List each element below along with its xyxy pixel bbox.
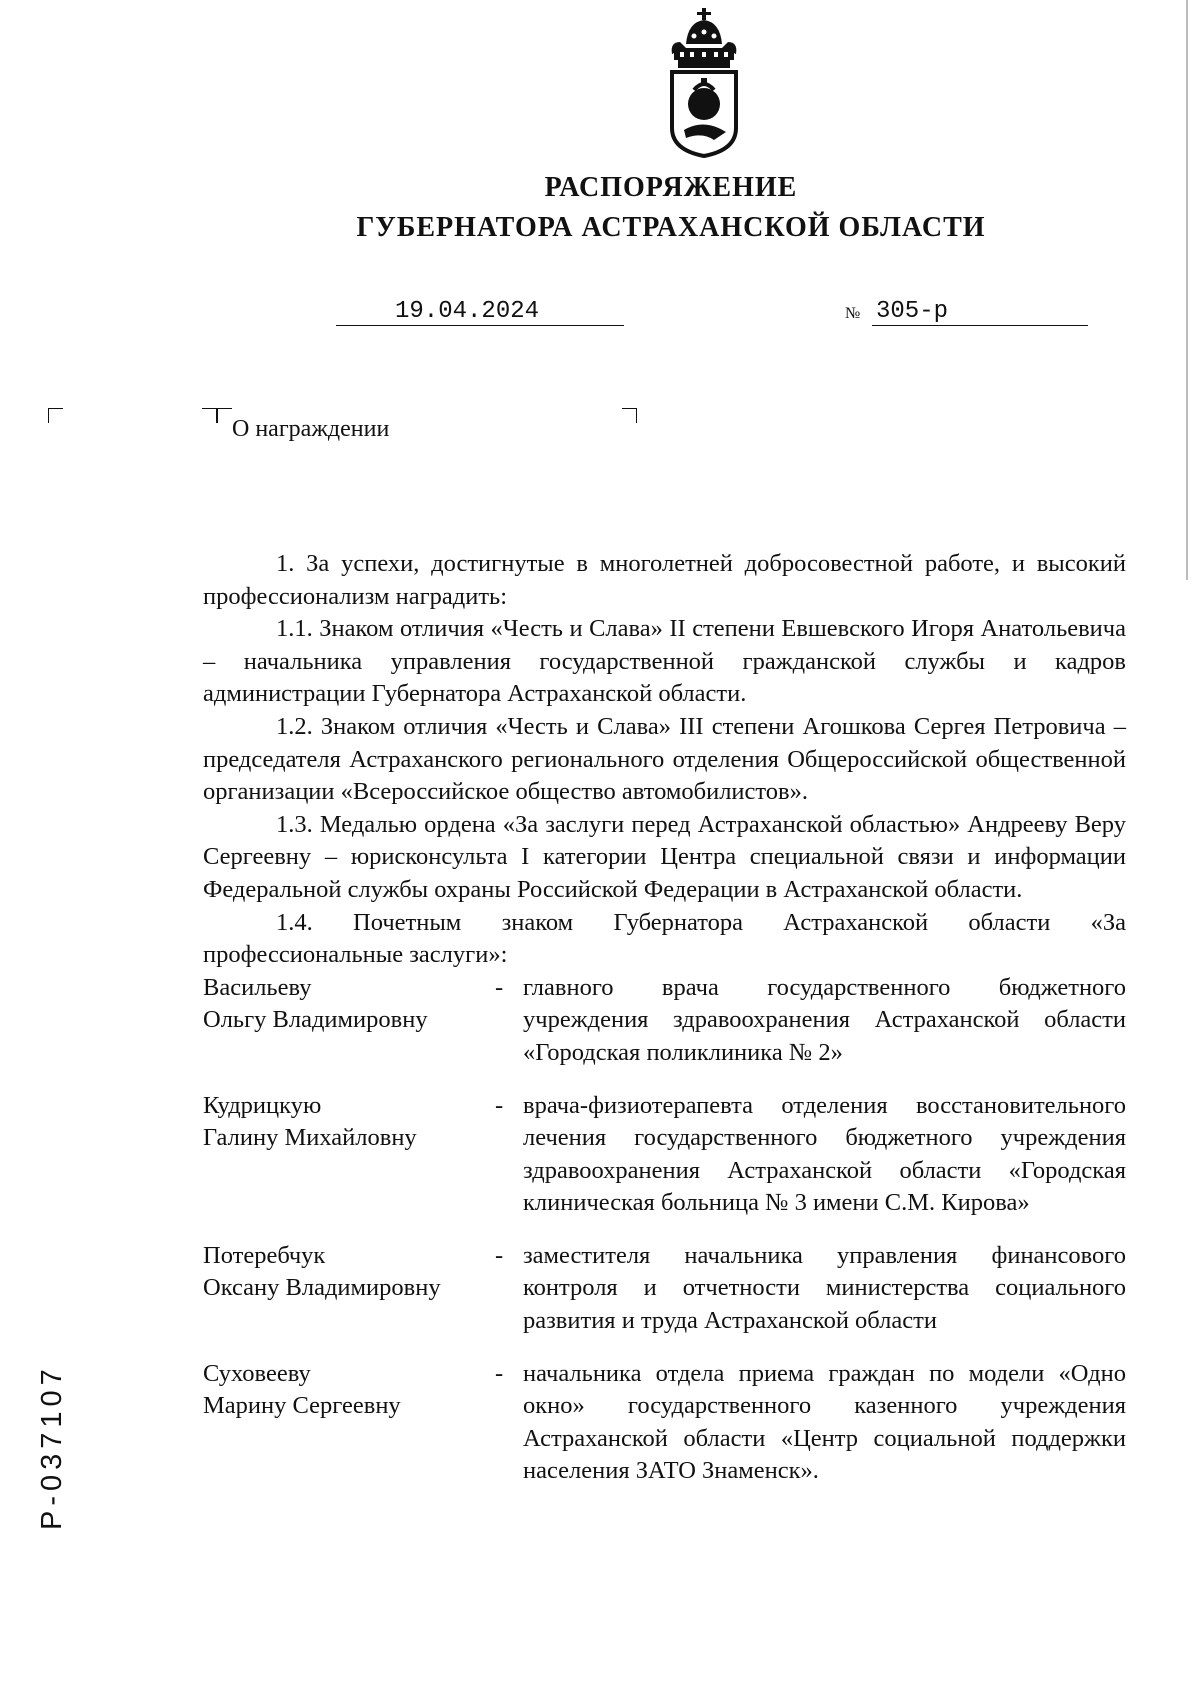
awardee-position: заместителя начальника управления финансового контроля и отчетности министерства социального развития и труда Астраханской области xyxy=(523,1241,1126,1335)
subject-corner-mark xyxy=(217,408,232,423)
clause-1-1: 1.1. Знаком отличия «Честь и Слава» II степени Евшевского Игоря Анатольевича – начальника управления государственной гражданской службы и кадров администрации Губернатора Астраханской области. xyxy=(203,615,1126,708)
scan-edge-line xyxy=(1186,0,1188,580)
document-date: 19.04.2024 xyxy=(395,298,540,325)
awardee-dash: - xyxy=(495,973,504,1001)
document-subject: О награждении xyxy=(232,416,390,442)
awardee-name: Васильеву Ольгу Владимировну xyxy=(203,973,428,1034)
awardee-name: Кудрицкую Галину Михайловну xyxy=(203,1091,417,1152)
clause-1: 1. За успехи, достигнутые в многолетней добросовестной работе, и высокий профессионализм наградить: xyxy=(203,550,1126,610)
awardee-row xyxy=(203,1240,1126,1338)
clause-1-3: 1.3. Медалью ордена «За заслуги перед Астраханской областью» Андрееву Веру Сергеевну – юрисконсульта I категории Центра специальной связи и информации Федеральной службы охраны Российской Федерации в Астраханской области. xyxy=(203,810,1126,903)
awardee-dash: - xyxy=(495,1241,504,1269)
number-underline xyxy=(872,325,1088,326)
number-sign: № xyxy=(845,305,861,322)
awardee-row xyxy=(203,1090,1126,1220)
awardee-dash: - xyxy=(495,1359,504,1387)
clause-1-4: 1.4. Почетным знаком Губернатора Астраханской области «За профессиональные заслуги»: xyxy=(203,908,1126,969)
document-number: 305-р xyxy=(876,298,949,325)
awardee-position: главного врача государственного бюджетного учреждения здравоохранения Астраханской области «Городская поликлиника № 2» xyxy=(523,973,1126,1066)
form-serial-number: Р-037107 xyxy=(36,1364,68,1530)
coat-of-arms-icon xyxy=(664,8,744,158)
awardee-row xyxy=(203,1358,1126,1488)
subject-corner-mark xyxy=(622,408,637,423)
date-underline xyxy=(336,325,624,326)
awardee-row xyxy=(203,972,1126,1070)
clause-1-2: 1.2. Знаком отличия «Честь и Слава» III степени Агошкова Сергея Петровича – председателя Астраханского регионального отделения Общероссийской общественной организации «Всероссийское общество автомобилистов». xyxy=(203,712,1126,806)
subject-corner-mark xyxy=(202,408,217,423)
awardee-name: Суховееву Марину Сергеевну xyxy=(203,1359,401,1420)
awardee-position: врача-физиотерапевта отделения восстановительного лечения государственного бюджетного учреждения здравоохранения Астраханской области «Городская клиническая больница № 3 имени С.М. Кирова» xyxy=(523,1091,1126,1217)
margin-corner-mark xyxy=(48,408,63,423)
document-body xyxy=(203,548,1126,1488)
awardee-position: начальника отдела приема граждан по модели «Одно окно» государственного казенного учреждения Астраханской области «Центр социальной поддержки населения ЗАТО Знаменск». xyxy=(523,1359,1126,1485)
issuer-title: ГУБЕРНАТОРА АСТРАХАНСКОЙ ОБЛАСТИ xyxy=(356,212,986,243)
document-type-title: РАСПОРЯЖЕНИЕ xyxy=(544,172,798,203)
awardee-dash: - xyxy=(495,1091,504,1119)
awardee-name: Потеребчук Оксану Владимировну xyxy=(203,1241,441,1302)
